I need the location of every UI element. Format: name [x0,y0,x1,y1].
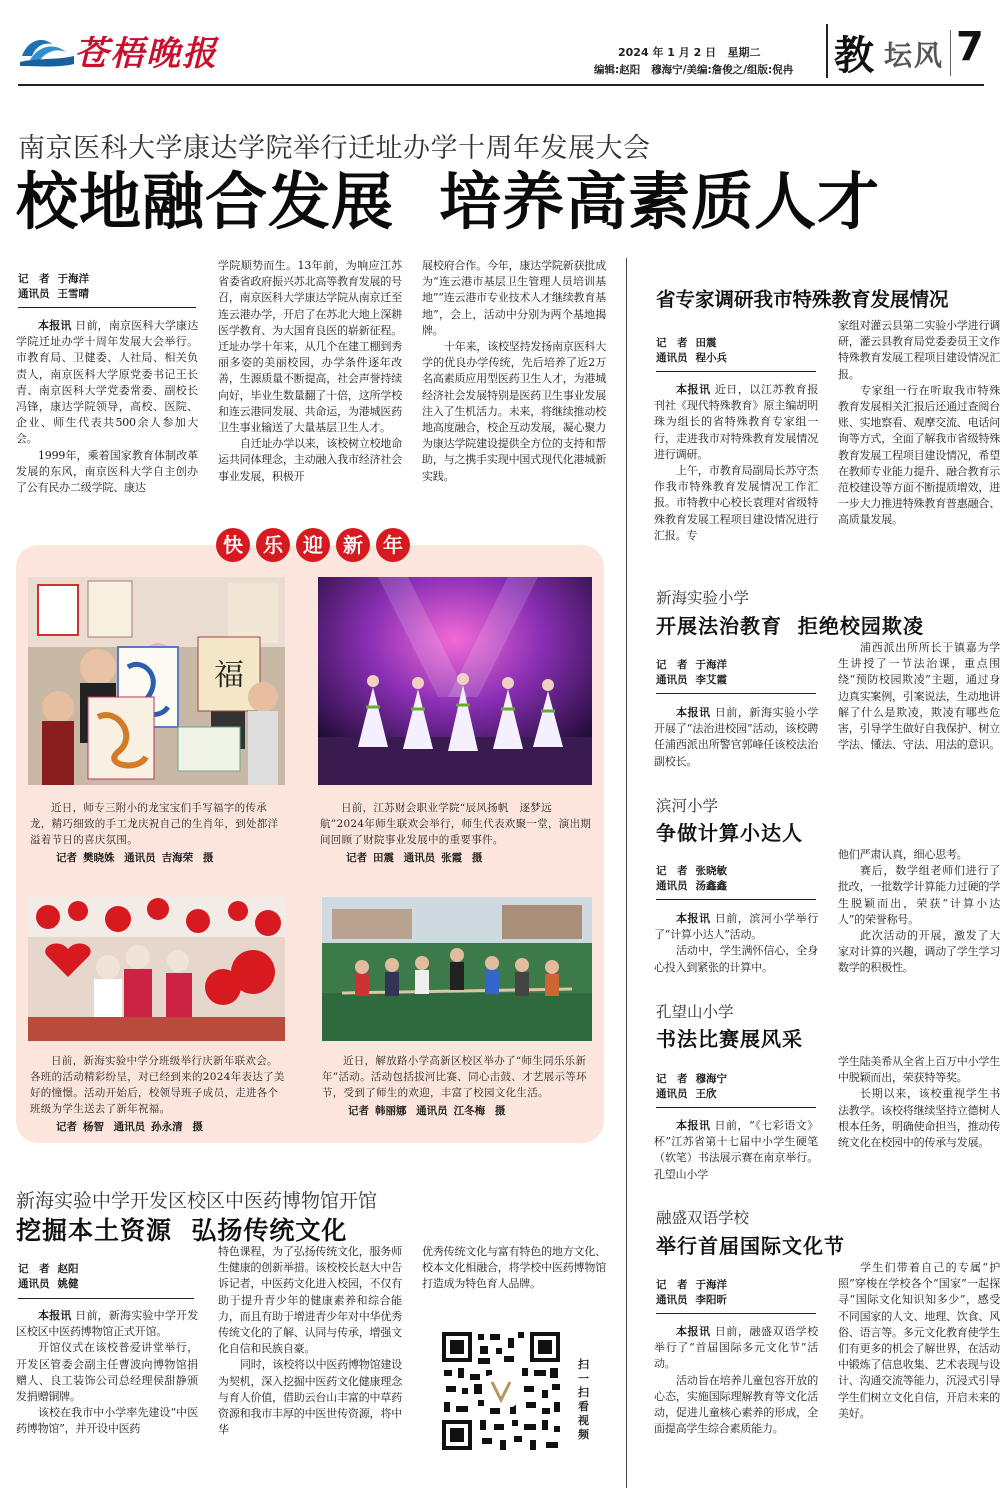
story-3-byline: 记 者 张晓敏 通讯员 汤鑫鑫 [656,865,727,892]
museum-kicker: 新海实验中学开发区校区中医药博物馆开馆 [16,1190,378,1212]
photo-classroom-party [28,897,285,1041]
feature-banner [216,528,410,568]
photo-3-caption: 日前，新海实验中学分班级举行庆新年联欢会。各班的活动精彩纷呈，对已经到来的2024年表达了美好的憧憬。活动开始后，校领导班子成员，走进各个班级为学生送去了新年祝福。 记者 杨智 通讯员 孙永清 摄 [30,1053,288,1134]
section-title [826,24,984,79]
story-4-left: 本报讯 日前，“《七彩语文》杯”江苏省第十七届中小学生硬笔（软笔）书法展示赛在南京举行。孔望山小学 [654,1119,819,1181]
column-divider [626,258,627,1488]
photo-4-caption: 近日，解放路小学高新区校区举办了“师生同乐乐新年”活动。活动包括拔河比赛、同心击鼓、才艺展示等环节，受到了师生的欢迎，丰富了校园文化生活。 记者 韩丽娜 通讯员 江冬梅 摄 [322,1053,592,1118]
story-2-left: 本报讯 日前，新海实验小学开展了“法治进校园”活动，该校聘任浦西派出所警官郭峰任该校法治副校长。 [654,706,819,768]
photo-credit: 记者 韩丽娜 通讯员 江冬梅 摄 [348,1105,506,1117]
museum-headline: 挖掘本土资源 弘扬传统文化 [16,1216,348,1245]
byline-reporter: 记 者 于海洋 [18,273,89,285]
lead-col-2: 学院顺势而生。13年前，为响应江苏省委省政府振兴苏北高等教育发展的号召，南京医科大学康达学院从南京迁至连云港办学，开启了在苏北大地上深耕医学教育、为大国育良医的崭新征程。迁址办学十年来，从几个在建工棚到秀丽多姿的美丽校园，办学条件逐年改善，生源质量不断提高，社会声誉持续向好，毕业生数量翻了十倍，这所学校和连云港同发展、共命运，为港城医药卫生事业输送了大量基层卫生人才。 自迁址办学以来，该校树立校地命运共同体理念，主动融入我市经济社会事业发展，积极开 [218,259,402,483]
story-5-byline: 记 者 于海洋 通讯员 李阳昕 [656,1279,727,1306]
photo-tug-of-war [322,897,592,1041]
story-5-right: 学生们带着自己的专属“护照”穿梭在学校各个“国家”一起探寻“国际文化知识知多少”，感受不同国家的人文、地理、饮食、风俗、语言等。多元文化教育使学生们有更多的机会了解世界，在活动中锻炼了信息收集、艺术表现与设计、沟通交流等能力，沉浸式引导学生们树立文化自信，开启未来的美好。 [838,1261,1000,1420]
story-4-right: 学生陆美希从全省上百万中小学生中脱颖而出，荣获特等奖。 长期以来，该校重视学生书法教学。该校将继续坚持立德树人根本任务，明确使命担当，推动传统文化在校园中的传承与发展。 [838,1055,1000,1150]
photo-dragon-drawings [28,577,285,785]
banner-char: 年 [376,528,410,562]
story-2-kicker: 新海实验小学 [656,589,750,607]
page-number: 7 [956,24,984,70]
byline-correspondent: 通讯员 王雪晴 [18,288,89,300]
qr-label: 扫一扫看视频 [578,1358,589,1441]
story-2-headline: 开展法治教育 拒绝校园欺凌 [656,614,924,638]
banner-char: 新 [336,528,370,562]
lead-col-1: 本报讯 日前，南京医科大学康达学院迁址办学十周年发展大会举行。市教育局、卫健委、人社局、相关负责人，南京医科大学原党委书记王长青、南京医科大学党委常委、副校长冯锋，康达学院领导，高校、医院、企业、师生代表共500余人参加大会。 1999年，乘着国家教育体制改革发展的东风，南京医科大学自主创办了公有民办二级学院、康达 [16,319,198,495]
story-3-headline: 争做计算小达人 [656,821,803,845]
story-1-right: 家组对灌云县第二实验小学进行调研，灌云县教育局党委委员王文作特殊教育发展工程项目建设情况汇报。 专家组一行在听取我市特殊教育发展相关汇报后还通过查阅台账、实地察看、观摩交流、电话问询等方式，全面了解我市省级特殊教育发展工程项目建设情况，希望在教师专业能力提升、融合教育示范校建设等方面不断提质增效，进一步大力推进特殊教育普惠融合、高质量发展。 [838,319,1000,527]
editors-line: 编辑:赵阳 穆海宁/美编:詹俊之/组版:倪冉 [594,64,794,76]
story-4-kicker: 孔望山小学 [656,1003,734,1021]
story-3-left: 本报讯 日前，滨河小学举行了“计算小达人”活动。 活动中，学生满怀信心，全身心投入到紧张的计算中。 [654,912,819,974]
story-1-headline: 省专家调研我市特殊教育发展情况 [656,288,949,311]
photo-stage-dance [318,577,592,785]
banner-char: 乐 [256,528,290,562]
banner-char: 快 [216,528,250,562]
section-rest: 坛风 [884,39,945,72]
masthead-rule [18,84,984,86]
story-5-left: 本报讯 日前，融盛双语学校举行了“首届国际多元文化节”活动。 活动旨在培养儿童包容开放的心态，实施国际理解教育等文化活动，促进儿童核心素养的形成，全面提高学生综合素质能力。 [654,1325,819,1436]
svg-text:福: 福 [214,658,244,693]
museum-col-2: 特色课程，为了弘扬传统文化，服务师生健康的创新举措。该校校长赵大中告诉记者，中医药文化进入校园，不仅有助于提升青少年的健康素养和综合能力，而且有助于增进青少年对中华优秀传统文化的了解、认同与传承，增强文化自信和民族自豪。 同时，该校将以中医药博物馆建设为契机，深入挖掘中医药文化健康理念与育人价值，借助云台山丰富的中草药资源和我市丰厚的中医世传资源，将中华 [218,1245,402,1437]
story-5-kicker: 融盛双语学校 [656,1209,750,1227]
photo-2-caption: 日前，江苏财会职业学院“辰风扬帆 逐梦远航”2024年师生联欢会举行，师生代表欢聚一堂，演出期间回顾了财院事业发展中的重要事件。 记者 田震 通讯员 张霞 摄 [320,802,592,864]
date-line: 2024 年 1 月 2 日 星期二 [618,46,761,59]
lead-byline [18,272,198,302]
story-2-right: 浦西派出所所长于镇嘉为学生讲授了一节法治课，重点围绕“预防校园欺凌”主题，通过身边真实案例，引案说法，生动地讲解了什么是欺凌，欺凌有哪些危害，引导学生做好自我保护、树立学法、懂法、守法、用法的意识。 [838,641,1000,752]
story-4-headline: 书法比赛展风采 [656,1027,803,1051]
lead-kicker: 南京医科大学康达学院举行迁址办学十周年发展大会 [18,133,651,164]
story-5-headline: 举行首届国际文化节 [656,1234,845,1258]
photo-credit: 记者 田震 通讯员 张霞 摄 [346,852,483,864]
lead-col-3: 展校府合作。今年，康达学院新获批成为“连云港市基层卫生管理人员培训基地”“连云港市专业技术人才继续教育基地”，会上，活动中分别为两个基地揭牌。 十年来，该校坚持发扬南京医科大学的优良办学传统，先后培养了近2万名高素质应用型医药卫生人才，为港城经济社会发展特别是医药卫生事业发展注入了生机活力。未来，将继续推动校地高度融合，校企互动发展，凝心聚力为康达学院建设提供全方位的支持和帮助，与之携手实现中国式现代化港城新实践。 [422,259,606,483]
museum-byline: 记 者 赵阳 通讯员 姚健 [18,1263,79,1290]
paper-name: 苍梧晚报 [74,34,218,74]
wave-logo-icon [18,30,76,70]
newspaper-logo [18,26,218,76]
section-char: 教 [834,33,874,79]
story-3-kicker: 滨河小学 [656,797,719,815]
photo-credit: 记者 杨智 通讯员 孙永清 摄 [56,1121,203,1133]
masthead [18,20,984,84]
story-1-byline: 记 者 田震 通讯员 程小兵 [656,337,727,364]
story-3-right: 他们严肃认真，细心思考。 赛后，数学组老师们进行了批改，一批数学计算能力过硬的学生脱颖而出，荣获“计算小达人”的荣誉称号。 此次活动的开展，激发了大家对计算的兴趣，调动了学生学习数学的积极性。 [838,848,1000,975]
photo-credit: 记者 樊晓姝 通讯员 吉海荣 摄 [56,852,214,864]
story-2-byline: 记 者 于海洋 通讯员 李艾霞 [656,659,727,686]
qr-code[interactable] [438,1328,564,1454]
story-4-byline: 记 者 穆海宁 通讯员 王欣 [656,1073,727,1100]
photo-1-caption: 近日，师专三附小的龙宝宝们手写福字的传承龙，精巧细致的手工龙庆祝自己的生肖年，到处都洋溢着节日的喜庆氛围。 记者 樊晓姝 通讯员 吉海荣 摄 [30,800,286,865]
story-1-left: 本报讯 近日，以江苏教育报刊社《现代特殊教育》原主编胡明珠为组长的省特殊教育专家组一行，走进我市对特殊教育发展情况进行调研。 上午，市教育局副局长苏守杰作我市特殊教育发展情况工作汇报。市特教中心校长袁理对省级特殊教育发展工程项目建设情况进行汇报。专 [654,383,819,542]
museum-col-3: 优秀传统文化与富有特色的地方文化、校本文化相融合，将学校中医药博物馆打造成为特色育人品牌。 [422,1245,606,1291]
museum-col-1: 本报讯 日前，新海实验中学开发区校区中医药博物馆正式开馆。 开馆仪式在该校普爱讲堂举行，开发区管委会副主任曹波向博物馆捐赠人、良工装饰公司总经理侯甜静颁发捐赠铜牌。 该校在我市中小学率先建设“中医药博物馆”，并开设中医药 [16,1309,198,1436]
lead-headline: 校地融合发展 培养高素质人才 [16,165,881,238]
banner-char: 迎 [296,528,330,562]
